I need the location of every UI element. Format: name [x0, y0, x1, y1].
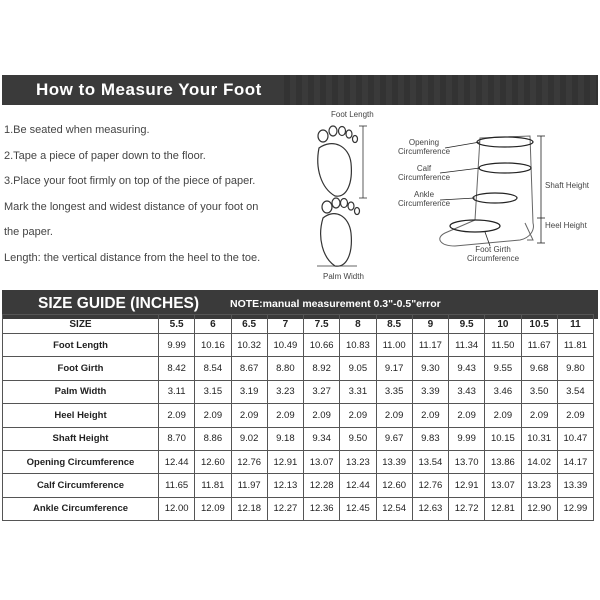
instruction-line: 2.Tape a piece of paper down to the floor.	[4, 149, 206, 162]
size-header-cell: 9	[412, 315, 448, 334]
size-guide-title: SIZE GUIDE (INCHES)	[38, 295, 200, 312]
foot-diagram	[305, 108, 405, 283]
table-cell: 3.50	[521, 380, 557, 403]
table-cell: 10.47	[557, 427, 593, 450]
table-cell: 10.16	[195, 334, 231, 357]
size-header-cell: 8.5	[376, 315, 412, 334]
size-header-cell: 9.5	[449, 315, 485, 334]
table-cell: 9.43	[449, 357, 485, 380]
header-stripe-decoration	[278, 75, 598, 105]
instruction-line: 1.Be seated when measuring.	[4, 124, 150, 136]
size-header-row	[3, 315, 594, 334]
table-cell: 2.09	[557, 404, 593, 427]
table-cell: 2.09	[195, 404, 231, 427]
table-cell: 10.66	[304, 334, 340, 357]
measure-header-bar	[2, 75, 598, 105]
table-cell: 9.83	[412, 427, 448, 450]
table-cell: 3.11	[159, 380, 195, 403]
table-row	[3, 357, 594, 380]
table-cell: 14.17	[557, 450, 593, 473]
table-cell: 13.23	[521, 474, 557, 497]
table-cell: 8.70	[159, 427, 195, 450]
table-cell: 9.80	[557, 357, 593, 380]
table-cell: 2.09	[449, 404, 485, 427]
table-cell: 2.09	[267, 404, 303, 427]
table-cell: 2.09	[159, 404, 195, 427]
table-cell: 3.31	[340, 380, 376, 403]
table-cell: 12.63	[412, 497, 448, 520]
ankle-circumference-label: Ankle Circumference	[398, 190, 451, 208]
table-cell: 3.15	[195, 380, 231, 403]
row-label: Opening Circumference	[3, 450, 159, 473]
table-row	[3, 380, 594, 403]
table-row	[3, 474, 594, 497]
table-cell: 9.30	[412, 357, 448, 380]
row-label: Heel Height	[3, 404, 159, 427]
table-cell: 12.09	[195, 497, 231, 520]
table-cell: 9.99	[449, 427, 485, 450]
opening-circumference-label: Opening Circumference	[398, 138, 451, 156]
row-label: Calf Circumference	[3, 474, 159, 497]
table-cell: 12.36	[304, 497, 340, 520]
table-cell: 12.76	[412, 474, 448, 497]
table-cell: 2.09	[340, 404, 376, 427]
size-header-cell: 7.5	[304, 315, 340, 334]
table-cell: 12.44	[159, 450, 195, 473]
instruction-line: the paper.	[4, 226, 53, 238]
palm-width-label: Palm Width	[323, 272, 364, 281]
table-cell: 11.81	[557, 334, 593, 357]
shaft-height-label: Shaft Height	[545, 181, 590, 190]
table-cell: 2.09	[412, 404, 448, 427]
table-row	[3, 497, 594, 520]
size-header-cell: 7	[267, 315, 303, 334]
table-cell: 12.60	[195, 450, 231, 473]
table-cell: 10.31	[521, 427, 557, 450]
table-cell: 10.83	[340, 334, 376, 357]
measure-header-title: How to Measure Your Foot	[36, 80, 262, 99]
row-label: Palm Width	[3, 380, 159, 403]
size-guide-note: NOTE:manual measurement 0.3"-0.5"error	[230, 298, 441, 310]
table-cell: 9.02	[231, 427, 267, 450]
table-row	[3, 404, 594, 427]
table-cell: 3.35	[376, 380, 412, 403]
table-cell: 3.54	[557, 380, 593, 403]
table-cell: 8.42	[159, 357, 195, 380]
table-cell: 12.90	[521, 497, 557, 520]
heel-height-label: Heel Height	[545, 221, 587, 230]
table-cell: 12.45	[340, 497, 376, 520]
table-cell: 12.54	[376, 497, 412, 520]
table-cell: 8.54	[195, 357, 231, 380]
table-cell: 2.09	[304, 404, 340, 427]
calf-circumference-label: Calf Circumference	[398, 164, 451, 182]
table-cell: 9.18	[267, 427, 303, 450]
table-cell: 14.02	[521, 450, 557, 473]
table-cell: 3.43	[449, 380, 485, 403]
table-cell: 11.17	[412, 334, 448, 357]
size-column-header: SIZE	[3, 315, 159, 334]
instruction-line: Mark the longest and widest distance of your foot on	[4, 200, 259, 213]
table-cell: 13.70	[449, 450, 485, 473]
size-header-cell: 8	[340, 315, 376, 334]
table-cell: 12.13	[267, 474, 303, 497]
row-label: Ankle Circumference	[3, 497, 159, 520]
table-cell: 11.81	[195, 474, 231, 497]
row-label: Shaft Height	[3, 427, 159, 450]
table-cell: 13.86	[485, 450, 521, 473]
row-label: Foot Length	[3, 334, 159, 357]
table-cell: 9.05	[340, 357, 376, 380]
table-row	[3, 450, 594, 473]
table-cell: 8.67	[231, 357, 267, 380]
size-header-cell: 6	[195, 315, 231, 334]
table-cell: 10.32	[231, 334, 267, 357]
row-label: Foot Girth	[3, 357, 159, 380]
size-header-cell: 6.5	[231, 315, 267, 334]
table-cell: 9.50	[340, 427, 376, 450]
foot-girth-circumference-label: Foot Girth Circumference	[467, 245, 520, 263]
table-cell: 2.09	[485, 404, 521, 427]
table-cell: 12.00	[159, 497, 195, 520]
table-cell: 9.55	[485, 357, 521, 380]
table-cell: 13.54	[412, 450, 448, 473]
table-cell: 12.27	[267, 497, 303, 520]
table-cell: 3.19	[231, 380, 267, 403]
table-cell: 11.65	[159, 474, 195, 497]
table-cell: 8.80	[267, 357, 303, 380]
table-cell: 12.76	[231, 450, 267, 473]
size-header-cell: 10.5	[521, 315, 557, 334]
table-cell: 12.72	[449, 497, 485, 520]
table-cell: 11.97	[231, 474, 267, 497]
foot-outline-icon	[305, 108, 405, 283]
table-cell: 12.18	[231, 497, 267, 520]
table-cell: 13.23	[340, 450, 376, 473]
table-cell: 3.46	[485, 380, 521, 403]
table-cell: 11.50	[485, 334, 521, 357]
table-cell: 3.23	[267, 380, 303, 403]
table-cell: 9.67	[376, 427, 412, 450]
table-cell: 12.91	[267, 450, 303, 473]
table-cell: 13.39	[376, 450, 412, 473]
table-cell: 10.49	[267, 334, 303, 357]
table-cell: 9.99	[159, 334, 195, 357]
table-cell: 12.60	[376, 474, 412, 497]
table-cell: 8.92	[304, 357, 340, 380]
table-cell: 12.28	[304, 474, 340, 497]
foot-length-label: Foot Length	[331, 110, 374, 119]
table-cell: 11.00	[376, 334, 412, 357]
table-cell: 9.68	[521, 357, 557, 380]
table-cell: 12.91	[449, 474, 485, 497]
table-row	[3, 427, 594, 450]
boot-diagram	[395, 128, 600, 268]
table-cell: 13.39	[557, 474, 593, 497]
table-cell: 13.07	[485, 474, 521, 497]
table-cell: 11.67	[521, 334, 557, 357]
size-header-cell: 10	[485, 315, 521, 334]
size-header-cell: 11	[557, 315, 593, 334]
table-cell: 10.15	[485, 427, 521, 450]
table-cell: 3.27	[304, 380, 340, 403]
instruction-line: 3.Place your foot firmly on top of the piece of paper.	[4, 175, 256, 187]
size-header-cell: 5.5	[159, 315, 195, 334]
instruction-line: Length: the vertical distance from the heel to the toe.	[4, 251, 261, 264]
table-cell: 2.09	[521, 404, 557, 427]
table-cell: 12.44	[340, 474, 376, 497]
table-cell: 8.86	[195, 427, 231, 450]
table-cell: 9.34	[304, 427, 340, 450]
table-cell: 2.09	[231, 404, 267, 427]
table-row	[3, 334, 594, 357]
table-cell: 11.34	[449, 334, 485, 357]
size-guide-body	[3, 334, 594, 521]
table-cell: 3.39	[412, 380, 448, 403]
table-cell: 9.17	[376, 357, 412, 380]
measure-instructions	[4, 118, 304, 271]
table-cell: 12.99	[557, 497, 593, 520]
table-cell: 12.81	[485, 497, 521, 520]
table-cell: 13.07	[304, 450, 340, 473]
table-cell: 2.09	[376, 404, 412, 427]
size-guide-table	[2, 314, 594, 521]
